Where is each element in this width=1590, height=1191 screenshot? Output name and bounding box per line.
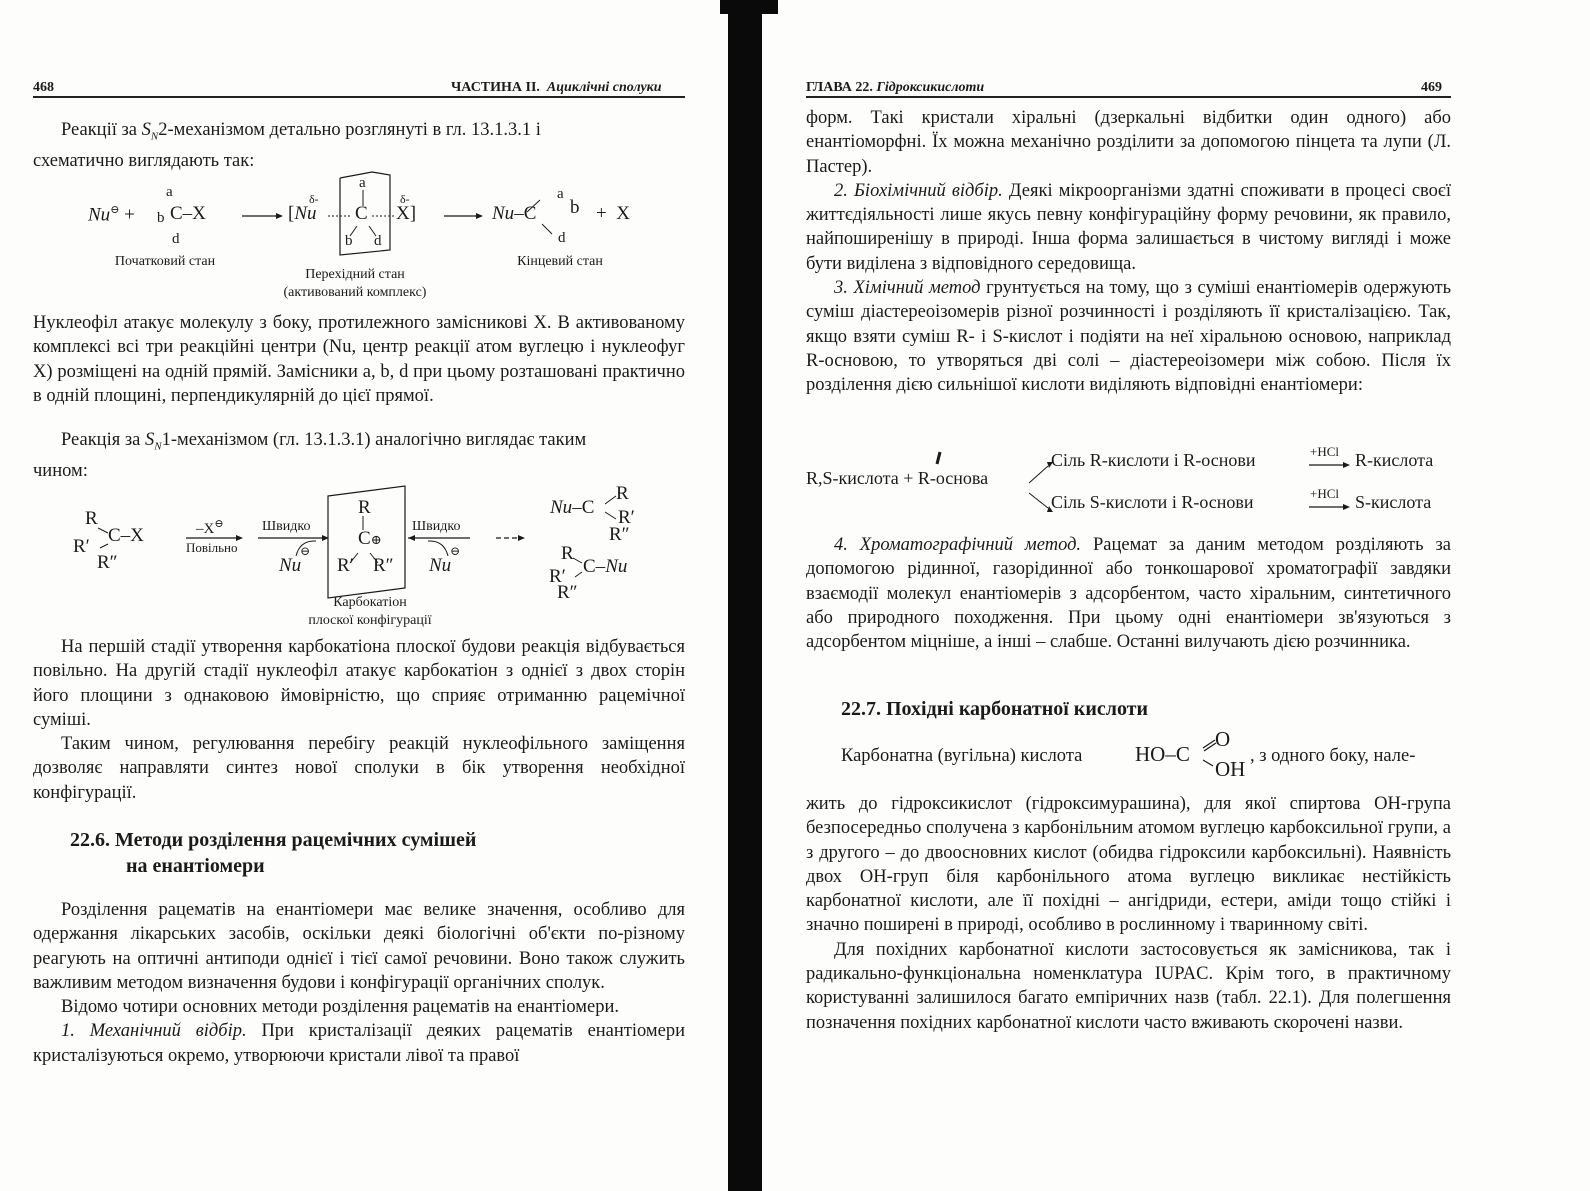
- book-spine-shadow-top: [720, 0, 778, 14]
- scheme-salt-s: Сіль S-кислоти і R-основи: [1051, 492, 1254, 512]
- caption-final-state: Кінцевий стан: [517, 254, 603, 269]
- scheme-reagent-top: +HCl: [1310, 444, 1340, 459]
- caption-initial-state: Початковий стан: [114, 254, 216, 269]
- running-head-left: ЧАСТИНА II. Ациклічні сполуки: [451, 80, 662, 95]
- paragraph-sn2-intro: Реакції за $S_N2$-механізмом детально розглянуті в гл. 13.1.3.1 і схематично виглядають так:: [33, 120, 541, 171]
- paragraph-sn1-intro: Реакція за $S_N1$-механізмом (гл. 13.1.3.1) аналогічно виглядає таким чином:: [33, 430, 587, 481]
- scheme-product-r: R-кислота: [1355, 450, 1434, 470]
- caption-transition-state: Перехідний стан (активований комплекс): [283, 267, 427, 300]
- label-fast-left: Швидко: [262, 519, 311, 534]
- scheme-reagent-bottom: +HCl: [1310, 486, 1340, 501]
- paragraph-nucleophile-attack: Нуклеофіл атакує молекулу з боку, протилежного замісникові Х. В активованому комплексі всі три реакційні центри (Nu, центр реакції атом вуглецю і нуклеофуг Х) розміщені на одній прямій. Замісники a, b, d при цьому розташовані практично в одній площині, перпендикулярній до цієї прямої.: [33, 313, 685, 406]
- label-slow: Повільно: [186, 540, 238, 555]
- page-number-left: 468: [33, 80, 54, 95]
- book-spine-shadow: [728, 0, 762, 1191]
- running-head-right: ГЛАВА 22. Гідроксикислоти: [806, 80, 985, 95]
- paragraph-method-4: 4. Хроматографічний метод. Рацемат за даним методом розділяють за допомогою рідинної, газорідинної або тонкошарової хроматографії завдяки взаємодії молекул енантіомерів з адсорбентом, часто хіральним, синтетичного або природного походження. При цьому одні енантіомери зв'язуються з адсорбентом міцніше, а інші – слабше. Останні вилучають дією розчинника.: [806, 535, 1451, 653]
- paragraph-stages: На першій стадії утворення карбокатіона плоскої будови реакція відбувається повільно. На другій стадії нуклеофіл атакує карбокатіон з однієї з двох сторін його площини з однаковою ймовірністю, що сприяє отриманню рацемічної суміші. Таким чином, регулювання перебігу реакцій нуклеофільного заміщення дозволяє направляти синтез нової сполуки в бік утворення необхідної конфігурації.: [33, 637, 685, 803]
- carbonic-formula: HO–C: [1135, 742, 1190, 766]
- right-page: ГЛАВА 22. Гідроксикислоти 469 форм. Такі кристали хіральні (дзеркальні відбитки один одного) або енантіоморфні. Їх можна механічно розділити за допомогою пінцета та лупи (Л. Пастер). 2. Біохімічний відбір. Деякі мікроорганізми здатні споживати в процесі своєї життєдіяльності лише якусь певну конфігураційну форму речовини, як правило, найпоширенішу в природі. Інша форма залишається в чистому вигляді і може бути виділена з відповідного середовища. 3. Хімічний метод грунтується на тому, що з суміші енантіомерів одержують суміш діастереоізомерів різної розчинності і розділяють її кристалізацією. Так, якщо взяти суміш R- і S-кислот і подіяти на неї хіральною основою, наприклад R-основою, то утворяться дві солі – діастереоізомери між собою. Після їх розділення дією сильнішої кислоти виділяють відповідні енантіомери: R,S-кислота + R-основа Сіль R-кислоти і R-основи Сіль S-кислоти і R-основи +HCl +HCl R-кислота S-кислота 4. Хроматографічний метод. Рацемат за даним методом розділяють за допомогою рідинної, газорідинної або тонкошарової хроматографії завдяки взаємодії молекул енантіомерів з адсорбентом, часто хіральним, синтетичного або природного походження. При цьому одні енантіомери зв'язуються з адсорбентом міцніше, а інші – слабше. Останні вилучають дією розчинника. 22.7. Похідні карбонатної кислоти Карбонатна (вугільна) кислота HO–C O OH , з одного боку, нале- жить до гідроксикислот (гідроксимурашина), для якої спиртова ОН-група безпосередньо сполучена з карбонільним атомом вуглецю карбоксильної групи, а з другого – до двоосновних кислот (обидва гідроксили карбоксильні). Наявність двох ОН-груп біля карбонільного атома вуглецю викликає нестійкість карбонатної кислоти, але її похідні – ангідриди, естери, аміди тощо стійкі і значно поширені в природі, особливо в рослинному і тваринному світі. Для похідних карбонатної кислоти застосовується як замісникова, так і радикально-функціональна номенклатура IUPAC. Крім того, в практичному користуванні залишилося багато емпіричних назв (табл. 22.1). Для полегшення позначення похідних карбонатної кислоти часто вживають скорочені назви.: [785, 0, 1590, 1191]
- page-number-right: 469: [1421, 80, 1442, 95]
- caption-carbocation: Карбокатіон плоскої конфігурації: [308, 595, 432, 628]
- scheme-product-s: S-кислота: [1355, 492, 1432, 512]
- scheme-reactants: R,S-кислота + R-основа: [806, 468, 989, 488]
- paragraph-methods-1-3: форм. Такі кристали хіральні (дзеркальні відбитки один одного) або енантіоморфні. Їх можна механічно розділити за допомогою пінцета та лупи (Л. Пастер). 2. Біохімічний відбір. Деякі мікроорганізми здатні споживати в процесі своєї життєдіяльності лише якусь певну конфігураційну форму речовини, як правило, найпоширенішу в природі. Інша форма залишається в чистому вигляді і може бути виділена з відповідного середовища. 3. Хімічний метод грунтується на тому, що з суміші енантіомерів одержують суміш діастереоізомерів різної розчинності і розділяють її кристалізацією. Так, якщо взяти суміш R- і S-кислот і подіяти на неї хіральною основою, наприклад R-основою, то утворяться дві солі – діастереоізомери між собою. Після їх розділення дією сильнішої кислоти виділяють відповідні енантіомери:: [806, 108, 1452, 396]
- section-heading-22-7: 22.7. Похідні карбонатної кислоти: [841, 698, 1149, 720]
- paragraph-separation: Розділення рацематів на енантіомери має велике значення, особливо для одержання лікарських засобів, оскільки деякі біологічні об'єкти по-різному реагують на оптичні антиподи однієї і тієї самої речовини. Воно також служить важливим методом визначення будови і конфігурації органічних сполук. Відомо чотири основних методи розділення рацематів на енантіомери. 1. Механічний відбір. При кристалізації деяких рацематів енантіомери кристалізуються окремо, утворюючи кристали лівої та правої: [33, 900, 685, 1066]
- left-page: 468 ЧАСТИНА II. Ациклічні сполуки Реакції за $S_N2$-механізмом детально розглянуті в гл. 13.1.3.1 і схематично виглядають так: Nu⊖ + a b C–X d δ- δ- [Nu a C X] b d Nu–C a b d + X Початковий стан Перехідний стан (активований комплекс) Кінцевий стан Нуклеофіл атакує молекулу з боку, протилежного замісникові Х. В активованому комплексі всі три реакційні центри (Nu, центр реакції атом вуглецю і нуклеофуг Х) розміщені на одній прямій. Замісники a, b, d при цьому розташовані практично в одній площині, перпендикулярній до цієї прямої. Реакція за $S_N1$-механізмом (гл. 13.1.3.1) аналогічно виглядає таким чином: R R′ C–X R″ –X⊖ Повільно Швидко ⊖ Nu R C⊕ R′ R″ Швидко ⊖ Nu Nu–C R R′ R″ R R′ C–Nu R″ Карбокатіон плоскої конфігурації На першій стадії утворення карбокатіона плоскої будови реакція відбувається повільно. На другій стадії нуклеофіл атакує карбокатіон з однієї з двох сторін його площини з однаковою ймовірністю, що сприяє отриманню рацемічної суміші. Таким чином, регулювання перебігу реакцій нуклеофільного заміщення дозволяє направляти синтез нової сполуки в бік утворення необхідної конфігурації. 22.6. Методи розділення рацемічних сумішей на енантіомери Розділення рацематів на енантіомери має велике значення, особливо для одержання лікарських засобів, оскільки деякі біологічні об'єкти по-різному реагують на оптичні антиподи однієї і тієї самої речовини. Воно також служить важливим методом визначення будови і конфігурації органічних сполук. Відомо чотири основних методи розділення рацематів на енантіомери. 1. Механічний відбір. При кристалізації деяких рацематів енантіомери кристалізуються окремо, утворюючи кристали лівої та правої: [0, 0, 720, 1191]
- label-fast-right: Швидко: [412, 519, 461, 534]
- paragraph-carbonic-acid: жить до гідроксикислот (гідроксимурашина), для якої спиртова ОН-група безпосередньо сполучена з карбонільним атомом вуглецю карбоксильної групи, а з другого – до двоосновних кислот (обидва гідроксили карбоксильні). Наявність двох ОН-груп біля карбонільного атома вуглецю викликає нестійкість карбонатної кислоти, але її похідні – ангідриди, естери, аміди тощо стійкі і значно поширені в природі, особливо в рослинному і тваринному світі. Для похідних карбонатної кислоти застосовується як замісникова, так і радикально-функціональна номенклатура IUPAC. Крім того, в практичному користуванні залишилося багато емпіричних назв (табл. 22.1). Для полегшення позначення похідних карбонатної кислоти часто вживають скорочені назви.: [806, 794, 1451, 1033]
- scheme-salt-r: Сіль R-кислоти і R-основи: [1051, 450, 1256, 470]
- section-heading-22-6: 22.6. Методи розділення рацемічних сумішей на енантіомери: [70, 829, 477, 877]
